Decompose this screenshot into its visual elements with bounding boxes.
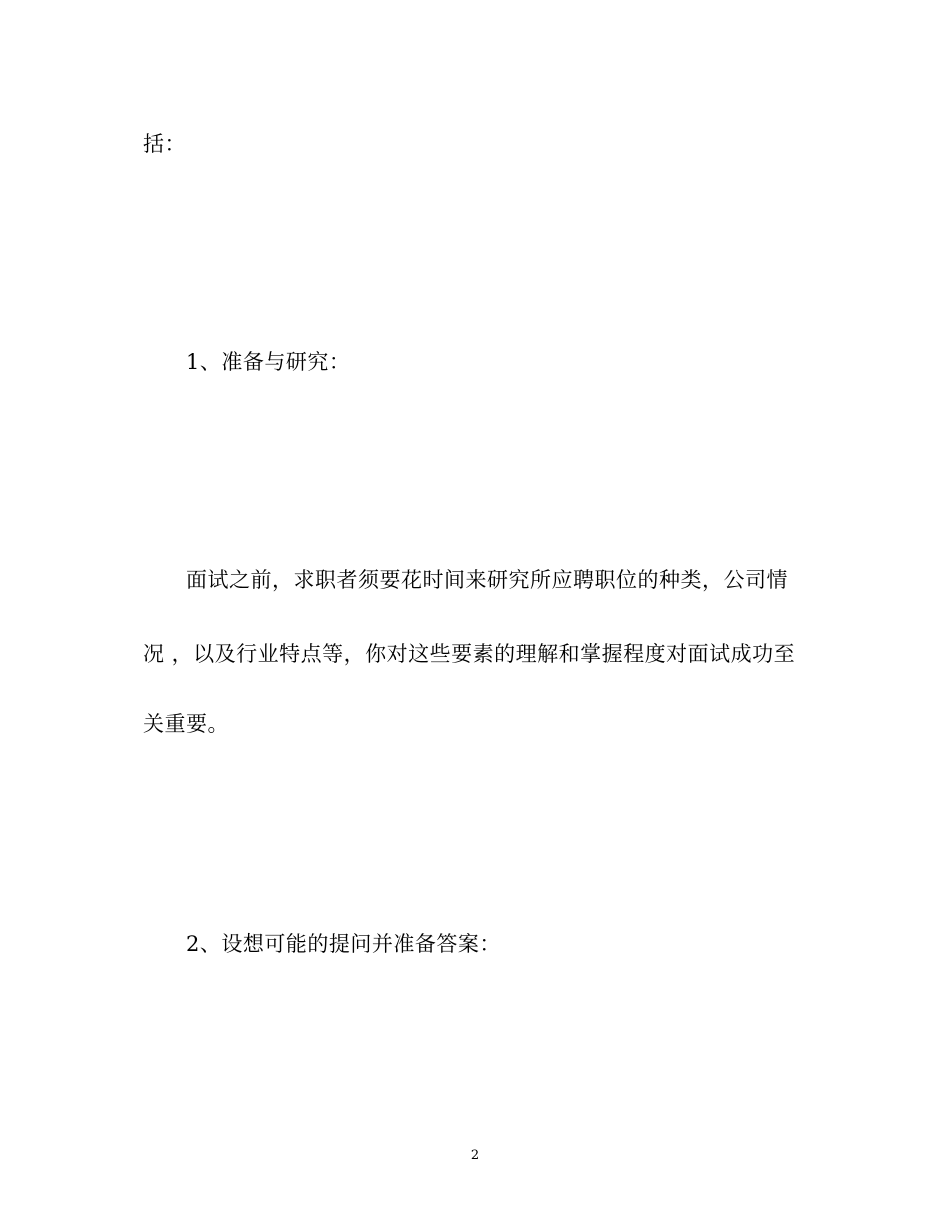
- page-number: 2: [470, 1148, 480, 1163]
- paragraph-line-1: 面试之前，求职者须要花时间来研究所应聘职位的种类，公司情: [186, 568, 788, 592]
- paragraph-line-3: 关重要。: [143, 712, 229, 736]
- paragraph-line-2: 况 ，以及行业特点等，你对这些要素的理解和掌握程度对面试成功至: [143, 642, 796, 666]
- section-heading-1: 1、准备与研究：: [186, 350, 351, 374]
- text-line-continuation: 括：: [143, 132, 186, 156]
- section-heading-2: 2、设想可能的提问并准备答案：: [186, 932, 501, 956]
